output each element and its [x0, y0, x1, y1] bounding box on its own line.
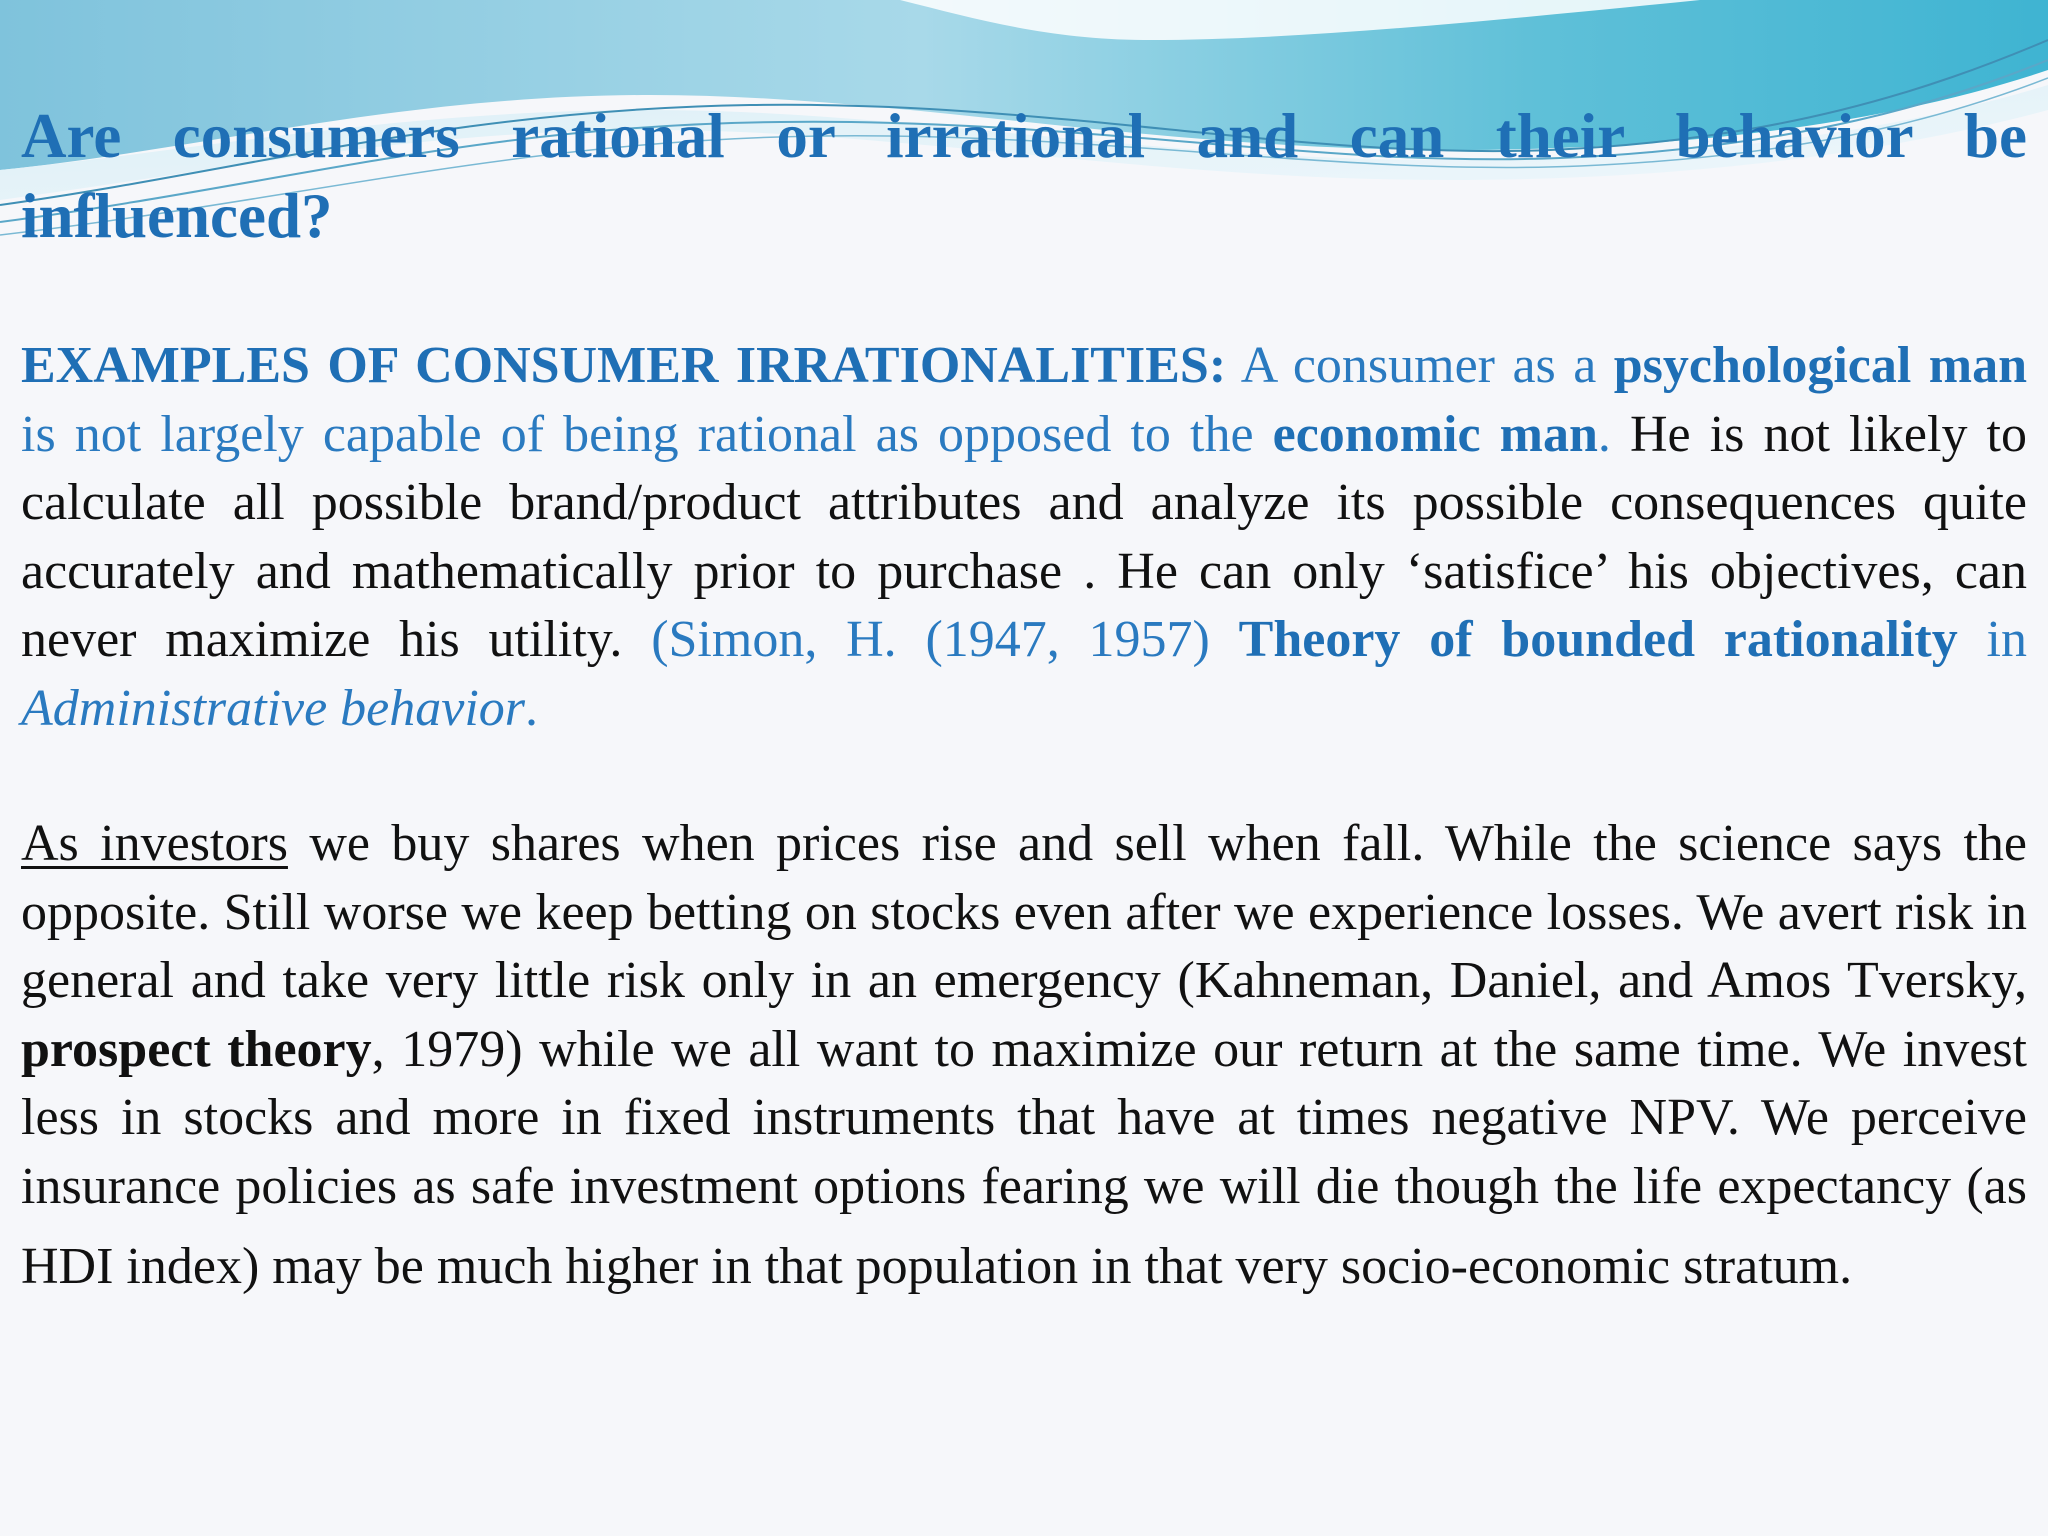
paragraph-investors — [21, 810, 2027, 1302]
term-psychological-man: psychological man — [1613, 337, 2027, 394]
book-title: Administrative behavior — [21, 679, 526, 737]
term-bounded-rationality: Theory of bounded rationality — [1238, 611, 1958, 668]
text-population: population in that very socio-economic stratum. — [855, 1238, 1853, 1295]
text-investor-behavior: we buy shares when prices rise and sell when fall. While the science says the opposite. Still worse we keep betting on stocks even after we experience losses. We avert risk in general and take very little risk only in an emergency (Kahneman, Daniel, and Amos Tversky, — [21, 815, 2027, 1009]
text-period: . — [1597, 405, 1611, 463]
text-end-period: . — [525, 679, 539, 737]
slide-content — [21, 96, 2027, 1302]
lead-as-investors: As investors — [21, 815, 288, 872]
term-economic-man: economic man — [1272, 405, 1598, 463]
citation-simon: (Simon, H. (1947, 1957) — [622, 611, 1239, 668]
text-return-insurance: , 1979) while we all want to maximize our return at the same time. We invest less in stocks and more in fixed instruments that have at times negative NPV. We perceive insurance policies as safe investment options fearing we will die though the life expectancy (as HDI index) may be much higher in that — [21, 1020, 2028, 1295]
text-satisfice: He is not likely to calculate all possible brand/product attributes and analyze its possible consequences quite accurately and mathematically prior to purchase . He can only ‘satisfice’ his objectives, can never maximize his utility. — [21, 405, 2027, 668]
paragraph-irrationalities — [21, 332, 2027, 743]
text-consumer-as: A consumer as a — [1226, 337, 1614, 394]
text-not-capable: is not largely capable of being rational as opposed to the — [21, 405, 1273, 463]
text-in: in — [1957, 611, 2027, 668]
section-heading: EXAMPLES OF CONSUMER IRRATIONALITIES: — [21, 337, 1227, 394]
term-prospect-theory: prospect theory — [21, 1020, 372, 1078]
slide-title: Are consumers rational or irrational and can their behavior be influenced? — [21, 101, 2027, 251]
